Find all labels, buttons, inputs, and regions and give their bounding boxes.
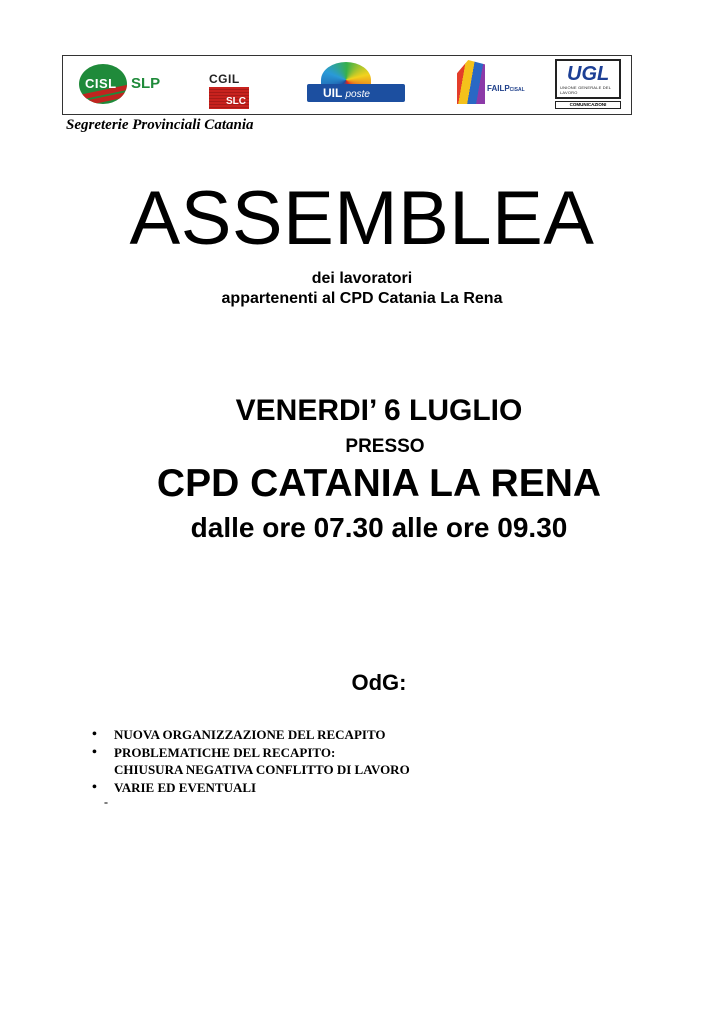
failp-logo-text: [487, 84, 525, 93]
notice-subtitle-line2: appartenenti al CPD Catania La Rena: [221, 290, 503, 307]
segreterie-label: Segreterie Provinciali Catania: [66, 117, 254, 133]
ugl-comunicazioni-label: COMUNICAZIONI: [555, 101, 621, 109]
ugl-logo-text: UGL: [567, 63, 610, 85]
uil-poste-logo: [307, 62, 407, 106]
slp-logo-text: SLP: [131, 75, 161, 92]
agenda-item-text: VARIE ED EVENTUALI: [114, 779, 257, 795]
agenda-list: [92, 726, 410, 796]
meeting-date: VENERDI’ 6 LUGLIO: [235, 394, 523, 427]
agenda-item-continuation: CHIUSURA NEGATIVA CONFLITTO DI LAVORO: [114, 762, 410, 777]
meeting-time: dalle ore 07.30 alle ore 09.30: [190, 512, 568, 543]
agenda-item: [92, 726, 410, 744]
agenda-item: [92, 744, 410, 779]
presso-label: PRESSO: [345, 436, 425, 457]
ugl-logo: [555, 59, 621, 113]
uil-logo-bar: [307, 84, 405, 102]
uil-logo-text: UIL: [323, 86, 343, 100]
failp-flag-icon: [457, 60, 485, 104]
ugl-logo-box: [555, 59, 621, 99]
cisl-logo-mark: [79, 64, 127, 104]
failp-cisal-logo: [455, 60, 525, 110]
agenda-heading: OdG:: [351, 670, 407, 695]
meeting-place: CPD CATANIA LA RENA: [156, 462, 602, 505]
notice-subtitle-line1: dei lavoratori: [311, 270, 413, 287]
trailing-dash: -: [104, 795, 108, 809]
agenda-item: [92, 779, 410, 797]
agenda-item-text: NUOVA ORGANIZZAZIONE DEL RECAPITO: [114, 727, 386, 742]
notice-title: ASSEMBLEA: [129, 176, 595, 261]
cgil-logo-text: CGIL: [209, 72, 240, 86]
failp-cisal-text: CISAL: [509, 87, 525, 93]
cisl-slp-logo: [79, 64, 179, 104]
uil-poste-text: poste: [345, 89, 370, 100]
failp-name: FAILP: [487, 84, 510, 93]
agenda-item-text: PROBLEMATICHE DEL RECAPITO:: [114, 744, 336, 760]
ugl-subtitle: UNIONE GENERALE DEL LAVORO: [560, 85, 611, 95]
cgil-slc-logo: [209, 72, 253, 112]
slc-logo-text: SLC: [209, 87, 249, 109]
union-logo-bar: [62, 55, 632, 115]
cisl-logo-text: CISL: [85, 76, 117, 91]
